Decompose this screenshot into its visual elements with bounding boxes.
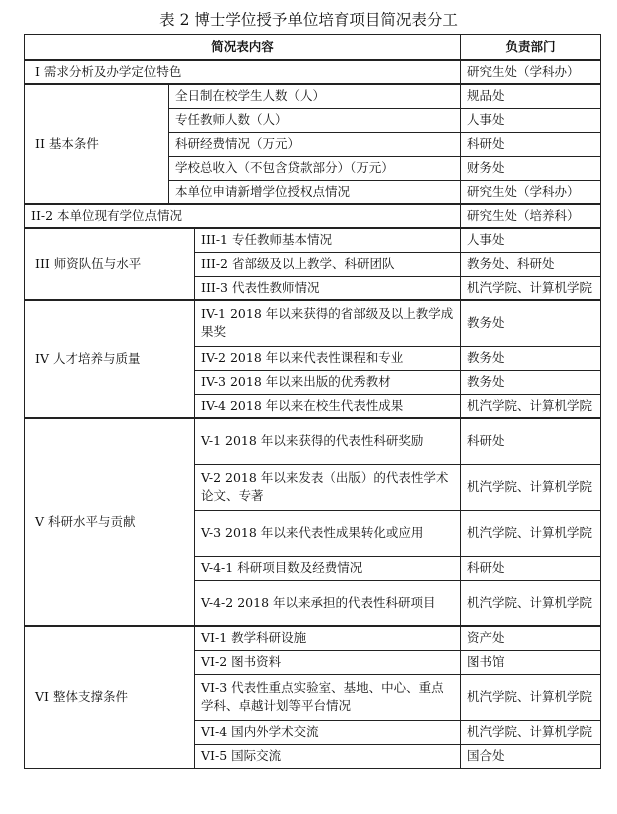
dept-cell: 研究生处（学科办） — [461, 60, 601, 84]
dept-cell: 教务处 — [461, 346, 601, 370]
dept-cell: 机汽学院、计算机学院 — [461, 720, 601, 744]
dept-cell: 机汽学院、计算机学院 — [461, 464, 601, 510]
item-cell: 本单位申请新增学位授权点情况 — [169, 180, 461, 204]
dept-cell: 科研处 — [461, 132, 601, 156]
dept-cell: 研究生处（学科办） — [461, 180, 601, 204]
item-cell: V-3 2018 年以来代表性成果转化或应用 — [195, 510, 461, 556]
section-label: V 科研水平与贡献 — [25, 418, 195, 626]
item-cell: V-2 2018 年以来发表（出版）的代表性学术论文、专著 — [195, 464, 461, 510]
item-cell: V-4-2 2018 年以来承担的代表性科研项目 — [195, 580, 461, 626]
item-cell: IV-4 2018 年以来在校生代表性成果 — [195, 394, 461, 418]
table-row — [25, 84, 601, 108]
header-content: 简况表内容 — [25, 35, 461, 61]
dept-cell: 机汽学院、计算机学院 — [461, 276, 601, 300]
table-row — [25, 626, 601, 650]
dept-cell: 规品处 — [461, 84, 601, 108]
dept-cell: 科研处 — [461, 418, 601, 464]
table-title: 表 2 博士学位授予单位培育项目简况表分工 — [159, 11, 458, 29]
table-row — [25, 60, 601, 84]
dept-cell: 机汽学院、计算机学院 — [461, 674, 601, 720]
section-label: VI 整体支撑条件 — [25, 626, 195, 768]
item-cell: V-1 2018 年以来获得的代表性科研奖励 — [195, 418, 461, 464]
item-cell: IV-2 2018 年以来代表性课程和专业 — [195, 346, 461, 370]
section-label: II-2 本单位现有学位点情况 — [25, 204, 461, 228]
item-cell: 学校总收入（不包含贷款部分）（万元） — [169, 156, 461, 180]
item-cell: VI-1 教学科研设施 — [195, 626, 461, 650]
item-cell: VI-3 代表性重点实验室、基地、中心、重点学科、卓越计划等平台情况 — [195, 674, 461, 720]
item-cell: 专任教师人数（人） — [169, 108, 461, 132]
dept-cell: 国合处 — [461, 744, 601, 768]
dept-cell: 财务处 — [461, 156, 601, 180]
table-row — [25, 300, 601, 346]
item-cell: III-2 省部级及以上教学、科研团队 — [195, 252, 461, 276]
section-label: I 需求分析及办学定位特色 — [25, 60, 461, 84]
table-row — [25, 418, 601, 464]
item-cell: IV-3 2018 年以来出版的优秀教材 — [195, 370, 461, 394]
section-label: II 基本条件 — [25, 84, 169, 204]
division-table — [24, 34, 601, 769]
dept-cell: 图书馆 — [461, 650, 601, 674]
item-cell: VI-5 国际交流 — [195, 744, 461, 768]
item-cell: 科研经费情况（万元） — [169, 132, 461, 156]
header-row — [25, 35, 601, 61]
header-dept: 负责部门 — [461, 35, 601, 61]
dept-cell: 科研处 — [461, 556, 601, 580]
dept-cell: 人事处 — [461, 108, 601, 132]
table-row — [25, 228, 601, 252]
item-cell: VI-2 图书资料 — [195, 650, 461, 674]
item-cell: IV-1 2018 年以来获得的省部级及以上教学成果奖 — [195, 300, 461, 346]
dept-cell: 机汽学院、计算机学院 — [461, 510, 601, 556]
dept-cell: 机汽学院、计算机学院 — [461, 394, 601, 418]
dept-cell: 研究生处（培养科） — [461, 204, 601, 228]
item-cell: VI-4 国内外学术交流 — [195, 720, 461, 744]
item-cell: V-4-1 科研项目数及经费情况 — [195, 556, 461, 580]
dept-cell: 教务处 — [461, 300, 601, 346]
section-label: III 师资队伍与水平 — [25, 228, 195, 300]
table-row — [25, 204, 601, 228]
item-cell: III-3 代表性教师情况 — [195, 276, 461, 300]
dept-cell: 教务处 — [461, 370, 601, 394]
item-cell: III-1 专任教师基本情况 — [195, 228, 461, 252]
dept-cell: 人事处 — [461, 228, 601, 252]
dept-cell: 机汽学院、计算机学院 — [461, 580, 601, 626]
dept-cell: 资产处 — [461, 626, 601, 650]
section-label: IV 人才培养与质量 — [25, 300, 195, 418]
item-cell: 全日制在校学生人数（人） — [169, 84, 461, 108]
dept-cell: 教务处、科研处 — [461, 252, 601, 276]
